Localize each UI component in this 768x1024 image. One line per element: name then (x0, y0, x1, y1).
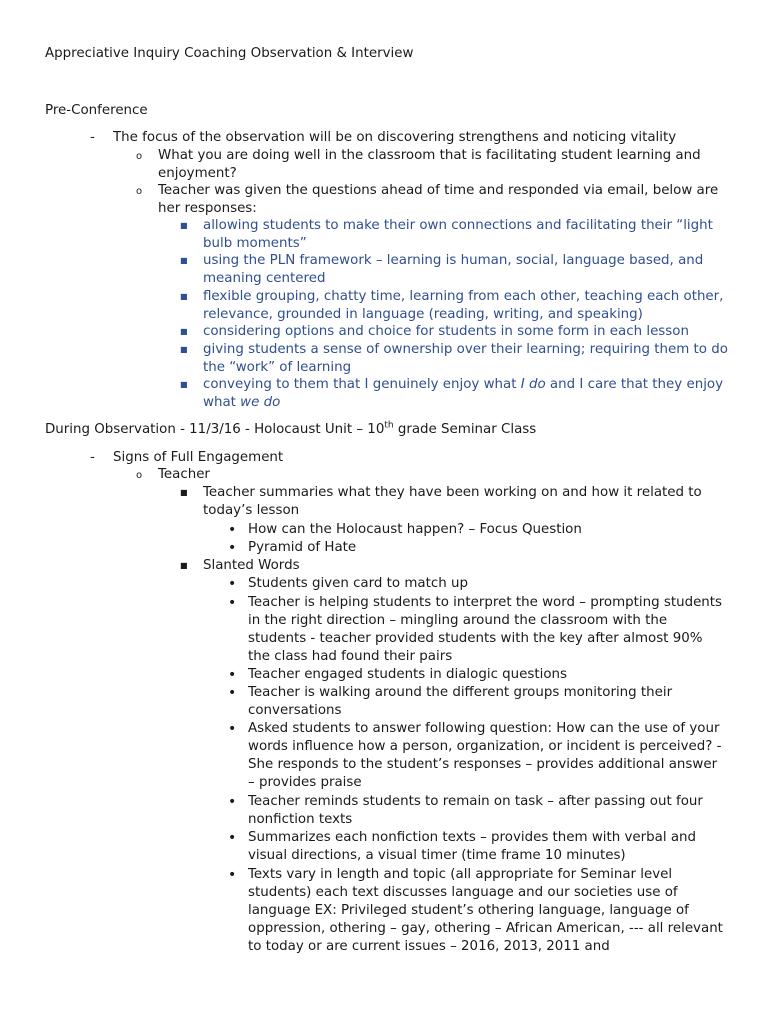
emphasis-text: I do (520, 377, 546, 392)
summary-text: Teacher summaries what they have been working on and how it related to today’s lesson (203, 485, 702, 518)
slanted-item: Teacher is helping students to interpret the word – prompting students in the right direction – mingling around the classroom with the students - teacher provided students with the key after almost 90% the class had found their pairs (248, 595, 723, 664)
circle-bullet: o (136, 470, 143, 481)
square-bullet: ■ (180, 345, 188, 354)
slanted-item: Teacher reminds students to remain on task – after passing out four nonfiction texts (248, 794, 703, 827)
dot-bullet: • (228, 540, 237, 556)
dash-bullet: - (90, 450, 95, 465)
dot-bullet: • (228, 667, 237, 683)
dot-bullet: • (228, 522, 237, 538)
square-bullet: ■ (180, 292, 188, 301)
heading-text: grade Seminar Class (393, 422, 537, 437)
square-bullet: ■ (180, 327, 188, 336)
dot-bullet: • (228, 867, 237, 883)
question-text: What you are doing well in the classroom that is facilitating student learning and enjoyment? (158, 148, 701, 181)
response-item: allowing students to make their own connections and facilitating their “light bulb moments” (203, 218, 713, 251)
dot-bullet: • (228, 576, 237, 592)
slanted-words-heading: Slanted Words (203, 558, 300, 573)
dot-bullet: • (228, 721, 237, 737)
dash-bullet: - (90, 130, 95, 145)
square-bullet: ■ (180, 256, 188, 265)
summary-item: Pyramid of Hate (248, 540, 357, 555)
dot-bullet: • (228, 794, 237, 810)
superscript-text: th (384, 420, 394, 431)
signs-heading: Signs of Full Engagement (113, 450, 284, 465)
slanted-item: Asked students to answer following question: How can the use of your words influence how a person, organization, or incident is perceived? - She responds to the student’s responses – provides additional answer – provides praise (248, 721, 722, 790)
response-item: considering options and choice for students in some form in each lesson (203, 324, 689, 339)
slanted-item: Teacher is walking around the different groups monitoring their conversations (248, 685, 673, 718)
square-bullet: ■ (180, 380, 188, 389)
teacher-heading: Teacher (158, 467, 210, 482)
square-bullet: ■ (180, 488, 188, 497)
dot-bullet: • (228, 830, 237, 846)
slanted-item: Students given card to match up (248, 576, 468, 591)
circle-bullet: o (136, 186, 143, 197)
document-title: Appreciative Inquiry Coaching Observation & Interview (45, 46, 414, 61)
square-bullet: ■ (180, 561, 188, 570)
responses-intro-text: Teacher was given the questions ahead of time and responded via email, below are her responses: (158, 183, 719, 216)
dot-bullet: • (228, 685, 237, 701)
slanted-item: Teacher engaged students in dialogic questions (248, 667, 568, 682)
response-item: flexible grouping, chatty time, learning from each other, teaching each other, relevance, grounded in language (reading, writing, and speaking) (203, 289, 724, 322)
circle-bullet: o (136, 151, 143, 162)
dot-bullet: • (228, 595, 237, 611)
response-text: conveying to them that I genuinely enjoy what (203, 377, 521, 392)
response-text: and I care that they enjoy what (203, 377, 724, 410)
response-item-last (203, 376, 733, 412)
slanted-item: Summarizes each nonfiction texts – provides them with verbal and visual directions, a visual timer (time frame 10 minutes) (248, 830, 697, 863)
emphasis-text: we do (240, 395, 281, 410)
response-item: giving students a sense of ownership over their learning; requiring them to do the “work” of learning (203, 342, 728, 375)
focus-text: The focus of the observation will be on discovering strengthens and noticing vitality (113, 130, 677, 145)
slanted-item: Texts vary in length and topic (all appropriate for Seminar level students) each text discusses language and our societies use of language EX: Privileged student’s othering language, language of oppression, othering – gay, othering – African American, --- all relevant to today or are current issues – 2016, 2013, 2011 and (248, 867, 723, 954)
heading-text: During Observation - 11/3/16 - Holocaust Unit – 10 (45, 422, 385, 437)
during-observation-heading (45, 421, 536, 439)
pre-conference-heading: Pre-Conference (45, 103, 148, 118)
square-bullet: ■ (180, 221, 188, 230)
response-item: using the PLN framework – learning is human, social, language based, and meaning centered (203, 253, 704, 286)
summary-item: How can the Holocaust happen? – Focus Question (248, 522, 582, 537)
